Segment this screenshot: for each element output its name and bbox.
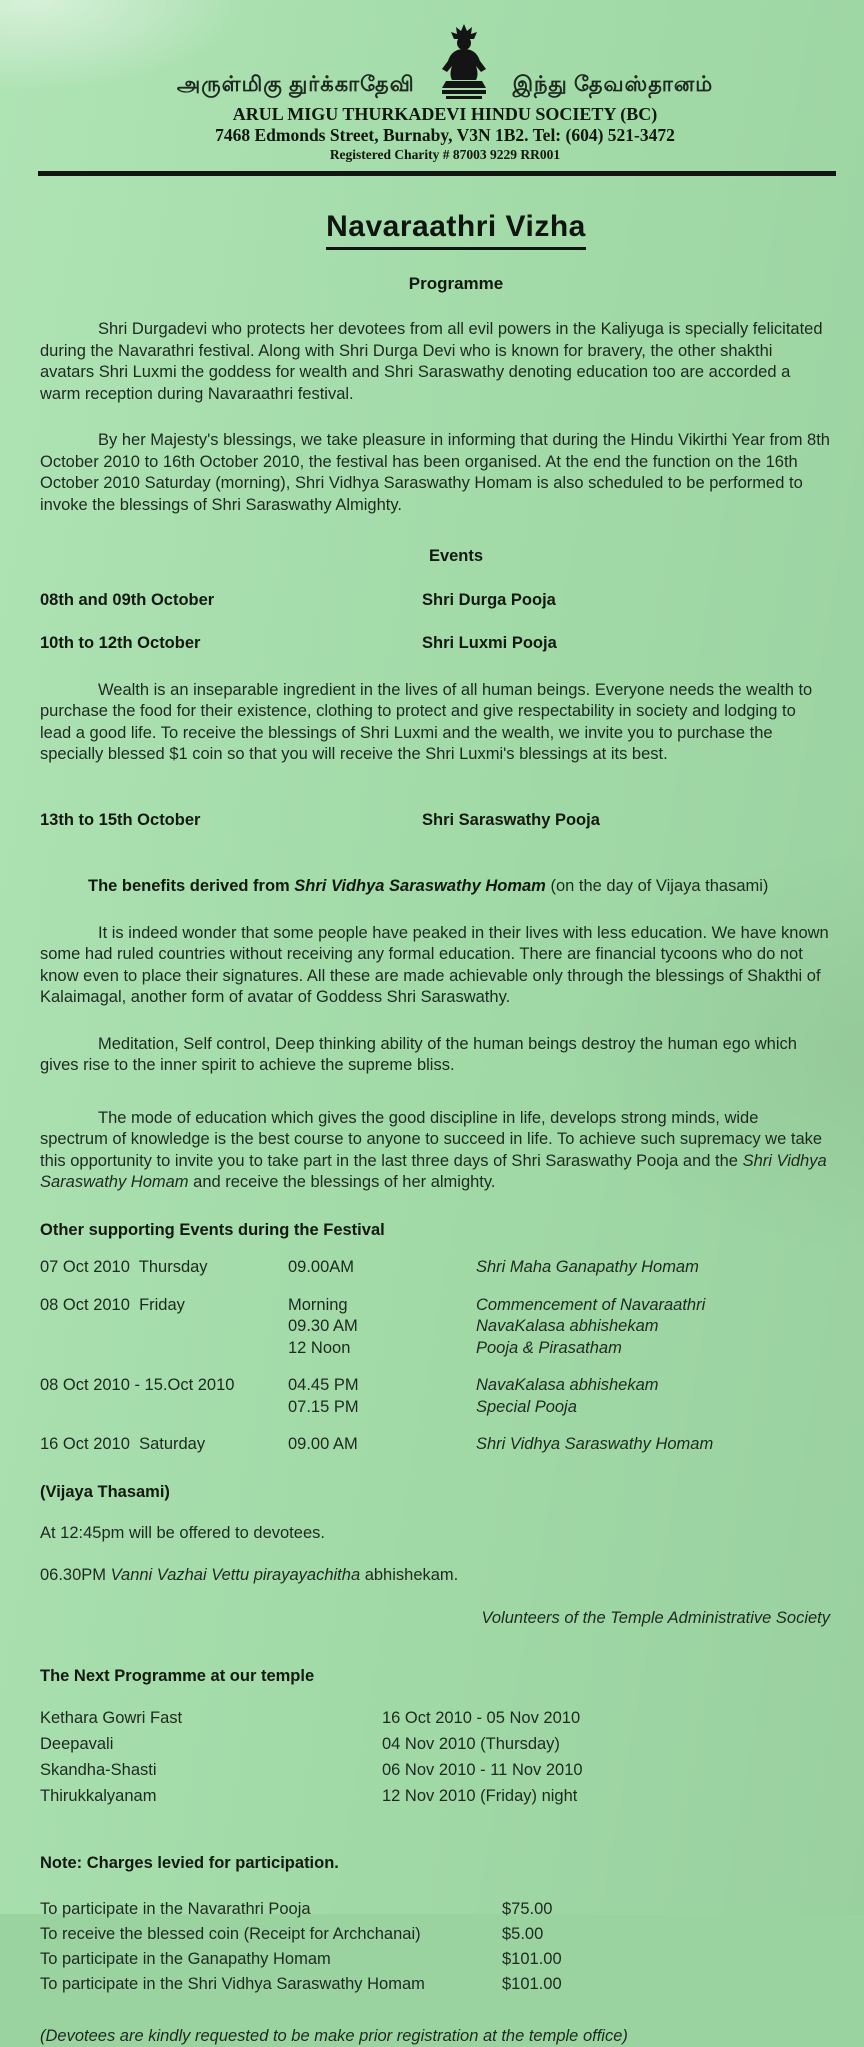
charge-price: $5.00	[502, 1922, 830, 1947]
schedule-row	[40, 1434, 830, 1456]
registration-footnote: (Devotees are kindly requested to be make prior registration at the temple office)	[40, 2026, 830, 2047]
event-row	[40, 590, 830, 612]
benefits-p3-text: The mode of education which gives the good discipline in life, develops strong minds, wide spectrum of knowledge is the best course to anyone to succeed in life. To achieve such supremacy we take this opportunity to invite you to take part in the last three days of Shri Saraswathy Pooja and the	[40, 1109, 822, 1170]
offering-line: At 12:45pm will be offered to devotees.	[40, 1523, 830, 1545]
programme-date: 16 Oct 2010 - 05 Nov 2010	[382, 1705, 830, 1731]
programme-row	[40, 1783, 830, 1809]
charge-item: To receive the blessed coin (Receipt for Archchanai)	[40, 1922, 502, 1947]
benefits-heading-bold: The benefits derived from	[88, 877, 294, 895]
event-name: Shri Saraswathy Pooja	[422, 810, 830, 832]
schedule-date: 07 Oct 2010 Thursday	[40, 1257, 288, 1279]
events-heading: Events	[40, 546, 830, 568]
schedule-event: NavaKalasa abhishekam	[476, 1316, 830, 1338]
programme-name: Thirukkalyanam	[40, 1783, 382, 1809]
event-row	[40, 633, 830, 655]
vijaya-thasami-label: (Vijaya Thasami)	[40, 1482, 830, 1504]
schedule-event: Pooja & Pirasatham	[476, 1338, 830, 1360]
event-name: Shri Durga Pooja	[422, 590, 830, 612]
charge-row	[40, 1897, 830, 1922]
event-date: 08th and 09th October	[40, 590, 422, 612]
deity-icon	[437, 24, 491, 102]
programme-name: Skandha-Shasti	[40, 1757, 382, 1783]
event-date: 10th to 12th October	[40, 633, 422, 655]
page-title: Navaraathri Vizha	[326, 210, 586, 250]
schedule-event: Shri Vidhya Saraswathy Homam	[476, 1434, 830, 1456]
charity-registration: Registered Charity # 87003 9229 RR001	[0, 146, 864, 163]
schedule-time: 07.15 PM	[288, 1397, 476, 1419]
organization-name: ARUL MIGU THURKADEVI HINDU SOCIETY (BC)	[0, 104, 864, 125]
next-programme-heading: The Next Programme at our temple	[40, 1666, 830, 1688]
programme-row	[40, 1705, 830, 1731]
benefits-paragraph-1: It is indeed wonder that some people have peaked in their lives with less education. We have known some had ruled countries without receiving any formal education. There are financial tycoons who do not know even to place their signatures. All these are made achievable only through the blessings of Shakthi of Kalaimagal, another form of avatar of Goddess Shri Saraswathy.	[40, 923, 830, 1009]
document-body	[0, 210, 864, 2047]
programme-date: 12 Nov 2010 (Friday) night	[382, 1783, 830, 1809]
intro-paragraph-1: Shri Durgadevi who protects her devotees from all evil powers in the Kaliyuga is specially felicitated during the Navarathri festival. Along with Shri Durga Devi who is known for bravery, the other shakthi avatars Shri Luxmi the goddess for wealth and Shri Saraswathy denoting education too are accorded a warm reception during Navaraathri festival.	[40, 319, 830, 405]
schedule-events	[476, 1375, 830, 1418]
charge-row	[40, 1972, 830, 1997]
schedule-events	[476, 1295, 830, 1360]
charge-row	[40, 1947, 830, 1972]
charge-price: $101.00	[502, 1972, 830, 1997]
signature-line: Volunteers of the Temple Administrative Society	[40, 1608, 830, 1630]
benefits-heading	[40, 876, 830, 898]
charge-price: $75.00	[502, 1897, 830, 1922]
event-name: Shri Luxmi Pooja	[422, 633, 830, 655]
subtitle: Programme	[40, 273, 830, 295]
header-divider	[38, 171, 836, 176]
evening-rest: abhishekam.	[360, 1566, 458, 1584]
programme-date: 04 Nov 2010 (Thursday)	[382, 1731, 830, 1757]
benefits-p3-italic: Shri Vidhya Saraswathy Homam	[40, 1152, 827, 1192]
intro-paragraph-2: By her Majesty's blessings, we take pleasure in informing that during the Hindu Vikirthi Year from 8th October 2010 to 16th October 2010, the festival has been organised. At the end the function on the 16th October 2010 Saturday (morning), Shri Vidhya Saraswathy Homam is also scheduled to be performed to invoke the blessings of Shri Saraswathy Almighty.	[40, 430, 830, 516]
schedule-time: 09.00AM	[288, 1257, 476, 1279]
schedule-times	[288, 1375, 476, 1418]
benefits-heading-rest: (on the day of Vijaya thasami)	[546, 877, 769, 895]
schedule-date: 08 Oct 2010 - 15.Oct 2010	[40, 1375, 288, 1418]
schedule-date: 16 Oct 2010 Saturday	[40, 1434, 288, 1456]
schedule-time: 04.45 PM	[288, 1375, 476, 1397]
organization-address: 7468 Edmonds Street, Burnaby, V3N 1B2. Tel: (604) 521-3472	[0, 125, 864, 146]
benefits-heading-italic: Shri Vidhya Saraswathy Homam	[294, 877, 546, 895]
schedule-row	[40, 1257, 830, 1279]
evening-abhishekam-line	[40, 1565, 830, 1587]
programme-name: Kethara Gowri Fast	[40, 1705, 382, 1731]
schedule-date: 08 Oct 2010 Friday	[40, 1295, 288, 1360]
programme-date: 06 Nov 2010 - 11 Nov 2010	[382, 1757, 830, 1783]
event-row	[40, 810, 830, 832]
schedule-event: Commencement of Navaraathri	[476, 1295, 830, 1317]
schedule-times	[288, 1295, 476, 1360]
charge-price: $101.00	[502, 1947, 830, 1972]
charge-item: To participate in the Navarathri Pooja	[40, 1897, 502, 1922]
programme-row	[40, 1757, 830, 1783]
charges-list	[40, 1897, 830, 1997]
schedule-row	[40, 1375, 830, 1418]
supporting-events-heading: Other supporting Events during the Festival	[40, 1220, 830, 1242]
benefits-paragraph-3	[40, 1108, 830, 1194]
schedule-event: Shri Maha Ganapathy Homam	[476, 1257, 830, 1279]
schedule-time: 12 Noon	[288, 1338, 476, 1360]
charges-heading: Note: Charges levied for participation.	[40, 1853, 830, 1875]
charge-item: To participate in the Ganapathy Homam	[40, 1947, 502, 1972]
programme-name: Deepavali	[40, 1731, 382, 1757]
benefits-p3-rest: and receive the blessings of her almighty.	[189, 1173, 496, 1191]
event-date: 13th to 15th October	[40, 810, 422, 832]
next-programme-list	[40, 1705, 830, 1809]
schedule-time: Morning	[288, 1295, 476, 1317]
charge-item: To participate in the Shri Vidhya Saraswathy Homam	[40, 1972, 502, 1997]
programme-row	[40, 1731, 830, 1757]
wealth-paragraph: Wealth is an inseparable ingredient in the lives of all human beings. Everyone needs the wealth to purchase the food for their existence, clothing to protect and give respectability in society and lodging to lead a good life. To receive the blessings of Shri Luxmi and the wealth, we invite you to purchase the specially blessed $1 coin so that you will receive the Shri Luxmi's blessings at its best.	[40, 680, 830, 766]
schedule-event: Special Pooja	[476, 1397, 830, 1419]
schedule-time: 09.00 AM	[288, 1434, 476, 1456]
charge-row	[40, 1922, 830, 1947]
tamil-name-right: இந்து தேவஸ்தானம்	[513, 72, 714, 102]
benefits-paragraph-2: Meditation, Self control, Deep thinking ability of the human beings destroy the human ego which gives rise to the inner spirit to achieve the supreme bliss.	[40, 1034, 830, 1077]
tamil-name-left: அருள்மிகு துர்க்காதேவி	[177, 72, 415, 102]
title-wrap	[40, 210, 830, 250]
evening-ritual-name: Vanni Vazhai Vettu pirayayachitha	[111, 1566, 361, 1584]
evening-time: 06.30PM	[40, 1566, 111, 1584]
schedule-row	[40, 1295, 830, 1360]
schedule-event: NavaKalasa abhishekam	[476, 1375, 830, 1397]
schedule-time: 09.30 AM	[288, 1316, 476, 1338]
letterhead	[0, 0, 864, 102]
